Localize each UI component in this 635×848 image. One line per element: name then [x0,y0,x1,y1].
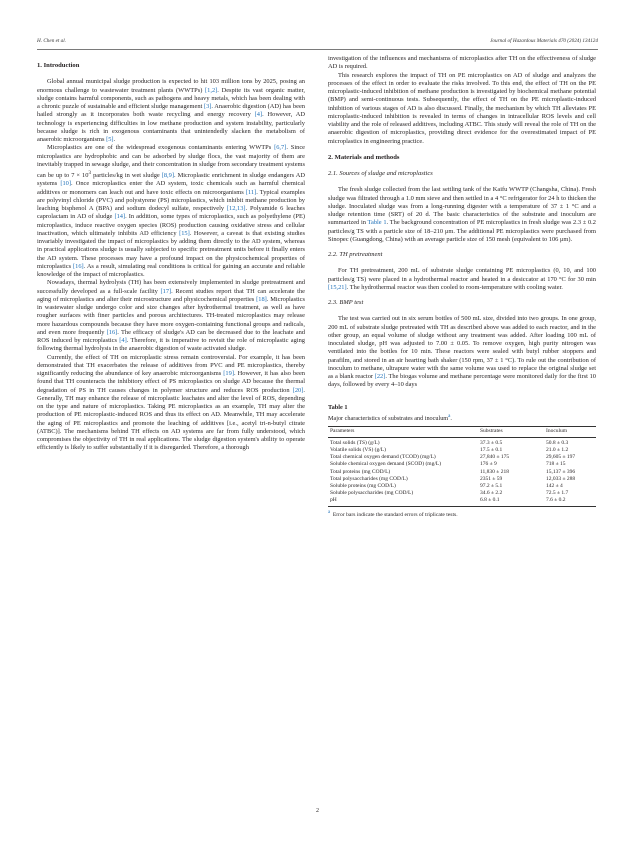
text-run: . Microplastics in wastewater sludge undergo color and size changes after hydrothermal treatment, as well as have rougher surfaces with finer particles and porous architectures. TH-treated microplastics may release more hazardous compounds because they have more oxygen-containing functional groups and radicals, and even more frequently [37,295,305,336]
section-heading-introduction: 1. Introduction [37,62,80,69]
paragraph [328,186,596,244]
header-divider [37,49,598,50]
paragraph [37,78,305,144]
text-run: . Anaerobic digestion (AD) has been hailed strongly as it incorporates both waste recycling and energy recovery [37,103,305,119]
citation-link[interactable]: [15,21] [328,283,347,291]
table-cell: Total chemical oxygen demand (TCOD) (mg/L) [330,454,436,461]
text-run: . [113,136,116,143]
text-run: . Once microplastics enter the AD system, toxic chemicals such as harmful chemical additives or monomers can leach out and have toxic effects on microorganisms [37,180,305,196]
table-row [328,437,596,447]
text-run: . However, a caveat is that existing studies invariably investigated the impact of microplastics by adding them directly to the AD system, whereas in practical applications sludge is usually subjected to specific pretreatment units before it finally enters the AD system. These processes may have a profound impact on the physicochemical properties of microplastics [37,229,305,270]
text-run: . Recent studies report that TH can accelerate the aging of microplastics and alter their microstructure and physicochemical properties [37,287,305,303]
text-run: . However, it has also been found that TH counteracts the inhibitory effect of PS microplastics on sludge AD because the thermal degradation of PS in TH causes changes in polymer structure and reduces ROS production [37,370,305,394]
superscript: 3 [88,170,92,176]
table-cell: 37.3 ± 0.5 [480,439,503,446]
table-header-cell: Inoculum [544,426,596,437]
footnote-link[interactable]: a [448,412,451,419]
running-header-authors: H. Chen et al. [37,38,66,44]
table-row [328,490,596,497]
citation-link[interactable]: [22] [374,373,386,380]
citation-link[interactable]: [8,9] [161,172,174,180]
subsection-heading-bmp-test: 2.3. BMP test [328,299,364,306]
paragraph [37,144,305,279]
table-cell: Soluble polysaccharides (mg COD/L) [330,490,414,497]
table-cell: Total proteins (mg COD/L) [330,468,391,475]
citation-link[interactable]: [16] [106,328,118,336]
text-run: Microplastics are one of the widespread exogenous contaminants entering WWTPs [47,144,275,152]
text-run: . Microplastic enrichment in sludge endangers AD systems [37,172,306,188]
table-block [328,404,596,518]
text-run: Nowadays, thermal hydrolysis (TH) has been extensively implemented in sludge pretreatment and successfully developed as a full-scale facility [37,279,305,295]
text-run: . The hydrothermal reactor was then cooled to room-temperature with cooling water. [346,283,563,291]
right-column [328,55,596,518]
left-column [37,55,305,453]
table-cell: 718 ± 15 [546,461,566,468]
table-row [328,476,596,483]
text-run: . Generally, TH may enhance the release of microplastic leachates and alter the level of ROS, depending on the type and nature of microplastics. Taking PE microplastics as an example, TH may alter the production of PE microplastic-induced ROS and thus its effect on AD. Meanwhile, TH may accelerate the aging of PE microplastics and promote the leaching of additives [i.e., acetyl tri-n-butyl citrate (ATBC)]. The mechanisms behind TH effects on AD systems are far from fully understood, which compromises the objectivity of TH in real applications. The sludge digestion system's ability to operate efficiently is likely to suffer substantially if it is disregarded. Therefore, a thorough [37,386,305,452]
citation-link[interactable]: [16] [73,262,84,270]
text-run: . Typical examples are polyvinyl chloride (PVC) and polystyrene (PS) microplastics, which inhibit methane production by leaching bisphenol A (BPA) and sodium dodecyl sulfate, respectively [37,188,306,213]
table-footnote-text: Error bars indicate the standard errors of triplicate tests. [332,511,458,518]
running-header-journal[interactable]: Journal of Hazardous Materials 470 (2024) 134124 [490,38,598,44]
table-cell: 72.5 ± 1.7 [546,490,569,497]
citation-link[interactable]: [5] [106,136,114,143]
table-cell: pH [328,497,478,506]
table-cell: 6.8 ± 0.1 [478,497,544,506]
page-number: 2 [316,808,319,814]
table-label: Table 1 [328,403,348,411]
table-cell: 97.2 ± 5.1 [480,482,503,489]
subsection-heading-sources: 2.1. Sources of sludge and microplastics [328,170,433,177]
section-heading-materials-methods: 2. Materials and methods [328,153,400,161]
citation-link[interactable]: [4] [254,111,263,119]
table-cell: 21.0 ± 1.2 [546,446,569,453]
text-run: . Polyamide 6 leaches caprolactam in AD of sludge [37,205,305,221]
table-cell: Total solids (TS) (g/L) [330,439,380,446]
citation-link[interactable]: [1,2] [205,86,218,94]
table-cell: 27,840 ± 175 [480,454,510,461]
citation-link[interactable]: [19] [223,370,234,378]
subsection-heading-th-pretreatment: 2.2. TH pretreatment [328,251,383,258]
footnote-mark: a [328,510,331,516]
paragraph: investigation of the influences and mechanisms of microplastics after TH on the effectiveness of sludge AD is required. [328,55,596,71]
citation-link[interactable]: [18] [256,295,267,303]
text-run: . In addition, some types of microplastics, such as polyethylene (PE) microplastics, induce reactive oxygen species (ROS) production causing oxidative stress and cellular inactivation, which ultimately inhibits AD efficiency [37,213,305,237]
table-cell: Total polysaccharides (mg COD/L) [330,475,408,482]
citation-link[interactable]: [4] [119,337,127,345]
citation-link[interactable]: [15] [179,229,190,237]
paragraph [328,315,596,389]
table-cell: 34.6 ± 2.2 [480,490,503,497]
text-run: Global annual municipal sludge production is expected to hit 103 million tons by 2025, posing an enormous challenge to wastewater treatment plants (WWTPs) [37,78,305,94]
table-footnote [328,510,596,518]
citation-link[interactable]: [12,13] [226,205,246,213]
table-cell: 17.5 ± 0.1 [480,446,503,453]
paragraph: This research explores the impact of TH on PE microplastics on AD of sludge and analyzes the processes of the effect in order to evaluate the risks involved. To this end, the effect of TH on the PE microplastic-induced inhibition of methane production is investigated by biochemical methane potential (BMP) and semi-continuous tests. Subsequently, the effect of TH on the PE microplastic-induced inhibition of various stages of AD is also discussed. Finally, the mechanism by which TH alleviates PE microplastic-induced inhibition is revealed in terms of changes in intracellular ROS levels and cell viability and the role of released additives, including ATBC. This study will reveal the role of TH on the anaerobic digestion of microplastics, providing direct evidence for the overestimated impact of PE microplastics in engineering practice. [328,71,596,145]
characteristics-table [328,426,596,508]
table-header-cell: Substrates [478,426,544,437]
table-cell: 15,137 ± 396 [546,468,576,475]
citation-link[interactable]: [14] [114,213,126,221]
table-row [328,461,596,468]
table-row [328,497,596,506]
table-caption-end: . [450,414,452,422]
text-run: The fresh sludge collected from the last settling tank of the Kaifu WWTP (Changsha, China). Fresh sludge was filtrated through a 1.0 mm sieve and then settled in a 4 °C refrigerator for 24 h to thicken the sludge. Inoculated sludge was from a long-running digester with a temperature of 37 ± 1 °C and a sludge retention time (SRT) of 20 d. The basic characteristics of the substrate and inoculum are summarized in [328,186,596,227]
citation-link[interactable]: [3] [203,103,212,110]
paragraph [37,354,305,453]
table-row [328,469,596,476]
table-cell: 50.8 ± 0.3 [546,439,569,446]
citation-link[interactable]: [20] [292,386,304,394]
paragraph [37,279,305,353]
citation-link[interactable]: [11] [245,188,257,196]
table-header-row [328,426,596,437]
text-run: . Since microplastics are hydrophobic and can be adsorbed by sludge flocs, the vast majority of them are inevitably trapped in sewage sludge, and their concentration in sludge from secondary treatment systems can be up to 7 × 10 [37,144,305,180]
citation-link[interactable]: [6,7] [274,144,287,152]
text-run: . Therefore, it is imperative to revisit the role of microplastic aging following thermal hydrolysis in the anaerobic digestion of waste activated sludge. [37,337,305,353]
text-run: . The background concentration of PE microplastics in fresh sludge was 2.3 ± 0.2 particles/g TS with a particle size of 18–210 μm. The additional PE microplastics were purchased from Sinopec (Guangdong, China) with an average particle size of 150 mesh (equivalent to 106 μm). [328,219,596,243]
table-cell: 2351 ± 59 [480,475,503,482]
table-cell: 142 ± 4 [546,482,563,489]
text-run: . However, AD technology is experiencing difficulties in low methane production and system instability, particularly because sludge is rich in exogenous contaminants that unintendedly slacken the metabolism of anaerobic microorganisms [37,111,305,143]
table-cell: 29,605 ± 197 [546,454,576,461]
text-run: For TH pretreatment, 200 mL of substrate sludge containing PE microplastics (0, 10, and 100 particles/g TS) were placed in a hydrothermal reactor and heated in a desiccator at 170 °C for 30 min [328,267,596,283]
table-caption [328,412,596,423]
table-cell: 12,033 ± 288 [546,475,576,482]
text-run: The test was carried out in six serum bottles of 500 mL size, divided into two groups. In one group, 200 mL of substrate sludge pretreated with TH as described above was added to each reactor, and in the other group, an equal volume of sludge without any treatment was added. After loading 100 mL of inoculated sludge, pH was adjusted to 7.00 ± 0.05. To remove oxygen, high purity nitrogen was ventilated into the bottles for 10 min. These reactors were sealed with butyl rubber stoppers and parafilm, and stored in an air hearting bath shaker (150 rpm, 37 ± 1 °C). To rule out the contribution of inoculum to methane, ultrapure water with the same volume was used to replace the original sludge set as a blank reactor [328,315,596,380]
table-cell: 176 ± 9 [480,461,497,468]
text-run: . Despite its vast organic matter, sludge contains harmful components, such as pathogens and heavy metals, which has been dealing with a chronic puzzle of sustainable and efficient sludge management [37,86,305,110]
table-cell: Volatile solids (VS) (g/L) [330,446,386,453]
text-run: . The biogas volume and methane percentage were monitored daily for the first 10 days, followed by every 4–10 days [328,373,596,389]
table-header-cell: Parameters [328,426,478,437]
table-cell: Soluble chemical oxygen demand (SCOD) (mg/L) [330,461,442,468]
text-run: . As a result, simulating real conditions is critical for gaining an accurate and reliable knowledge of the impact of microplastics. [37,262,305,279]
table-cell: Soluble proteins (mg COD/L) [330,482,396,489]
table-cell: 7.6 ± 0.2 [544,497,596,506]
paragraph [328,267,596,292]
table-cell: 11,830 ± 218 [480,468,509,475]
table-link[interactable]: Table 1 [367,219,387,227]
text-run: particles/kg in wet sludge [91,172,162,180]
text-run: Currently, the effect of TH on microplastic stress remain controversial. For example, it has been demonstrated that TH exacerbates the release of additives from PVC and PE microplastics, thereby significantly reducing the abundance of key anaerobic microorganisms [37,353,305,378]
text-run: . The efficacy of sludge's AD can be decreased due to the leachate and ROS induced by microplastics [37,328,305,345]
citation-link[interactable]: [17] [160,287,172,295]
table-caption-text: Major characteristics of substrates and inoculum [328,414,449,422]
citation-link[interactable]: [10] [60,180,72,188]
